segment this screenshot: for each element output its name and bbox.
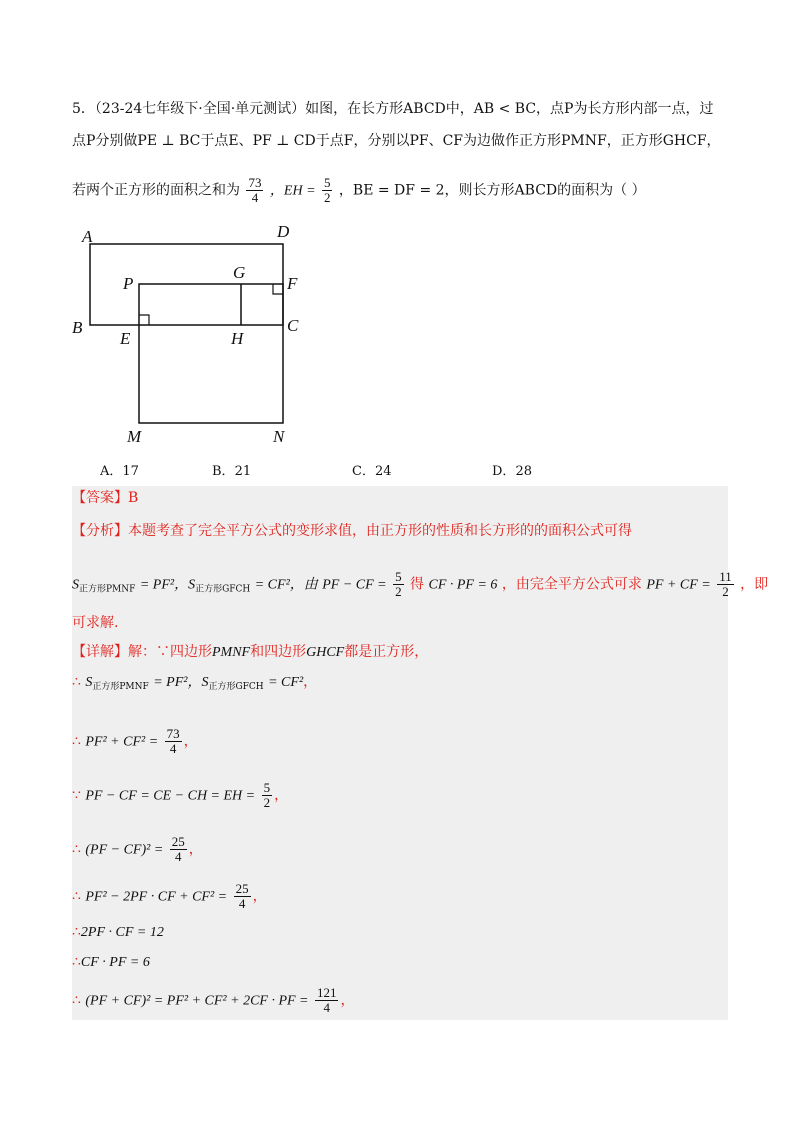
label-d: D (277, 222, 290, 241)
area-sum-fraction: $\frac{73}{4}$ (248, 175, 262, 205)
label-e: E (120, 329, 131, 348)
step-5: ∴ PF² − 2PF · CF + CF² = $\frac{25}{4}$ ， (72, 881, 267, 911)
label-c: C (287, 316, 299, 335)
label-g: G (233, 263, 246, 282)
detail-tag: 【详解】 (72, 644, 128, 660)
label-p: P (123, 274, 134, 293)
step-1: ∴ $S_{正方形PMNF} = PF^2$，$S_{正方形GFCH} = CF^2$， (72, 674, 318, 692)
step-7: ∴CF · PF = 6 (72, 954, 150, 970)
analysis-line-1 (72, 521, 632, 541)
detail-line-1: 【详解】解：∵四边形PMNF和四边形GHCF都是正方形， (72, 644, 429, 660)
analysis-line-2: $S_{正方形PMNF} = PF^2$，$S_{正方形GFCH} = CF^2$，由 PF − CF = $\frac{5}{2}$ 得 CF · PF = 6 ，由完全平方公式可求 PF + CF = $\frac{11}{2}$ ，即 (72, 569, 769, 599)
right-angle-f (273, 284, 283, 294)
eh-fraction: $\frac{5}{2}$ (323, 175, 331, 205)
option-d[interactable]: D．28 (492, 464, 532, 479)
label-f: F (287, 274, 298, 293)
question-line-3 (72, 176, 646, 205)
question-line-3a: 若两个正方形的面积之和为 (72, 182, 240, 199)
answer-value: B (128, 490, 139, 506)
label-a: A (82, 227, 93, 246)
question-line-3c: ，BE = DF = 2，则长方形ABCD的面积为（ ） (338, 182, 646, 199)
analysis-tag: 【分析】 (72, 523, 128, 539)
step-4: ∴ (PF − CF)² = $\frac{25}{4}$ ， (72, 834, 203, 864)
label-m: M (127, 427, 142, 446)
option-b[interactable]: B．21 (212, 464, 252, 479)
question-line-3b: ，EH = (269, 183, 316, 199)
step-3: ∵ PF − CF = CE − CH = EH = $\frac{5}{2}$ ， (72, 780, 289, 810)
analysis-text: 本题考查了完全平方公式的变形求值，由正方形的性质和长方形的的面积公式可得 (128, 523, 632, 539)
label-h: H (231, 329, 244, 348)
answer-tag: 【答案】 (72, 490, 128, 506)
option-a[interactable]: A．17 (100, 464, 139, 479)
option-c[interactable]: C．24 (352, 464, 392, 479)
step-6: ∴2PF · CF = 12 (72, 924, 164, 940)
analysis-line-3: 可求解. (72, 615, 119, 631)
step-8: ∴ (PF + CF)² = PF² + CF² + 2CF · PF = $\frac{121}{4}$ ， (72, 985, 355, 1015)
right-angle-e (139, 315, 149, 325)
question-line-1: 5．（23-24七年级下·全国·单元测试）如图，在长方形ABCD中，AB < BC，点P为长方形内部一点，过 (72, 101, 714, 117)
label-b: B (72, 318, 83, 337)
step-2: ∴ PF² + CF² = $\frac{73}{4}$ ， (72, 726, 198, 756)
question-line-2: 点P分别做PE ⊥ BC于点E、PF ⊥ CD于点F，分别以PF、CF为边做作正方形PMNF，正方形GHCF， (72, 133, 721, 149)
square-pmnf-outline (139, 284, 283, 423)
analysis-fraction-2: $\frac{11}{2}$ (719, 569, 732, 599)
answer-line (72, 488, 138, 508)
label-n: N (273, 427, 285, 446)
analysis-fraction-1: $\frac{5}{2}$ (395, 569, 402, 599)
geometry-figure (60, 215, 320, 450)
